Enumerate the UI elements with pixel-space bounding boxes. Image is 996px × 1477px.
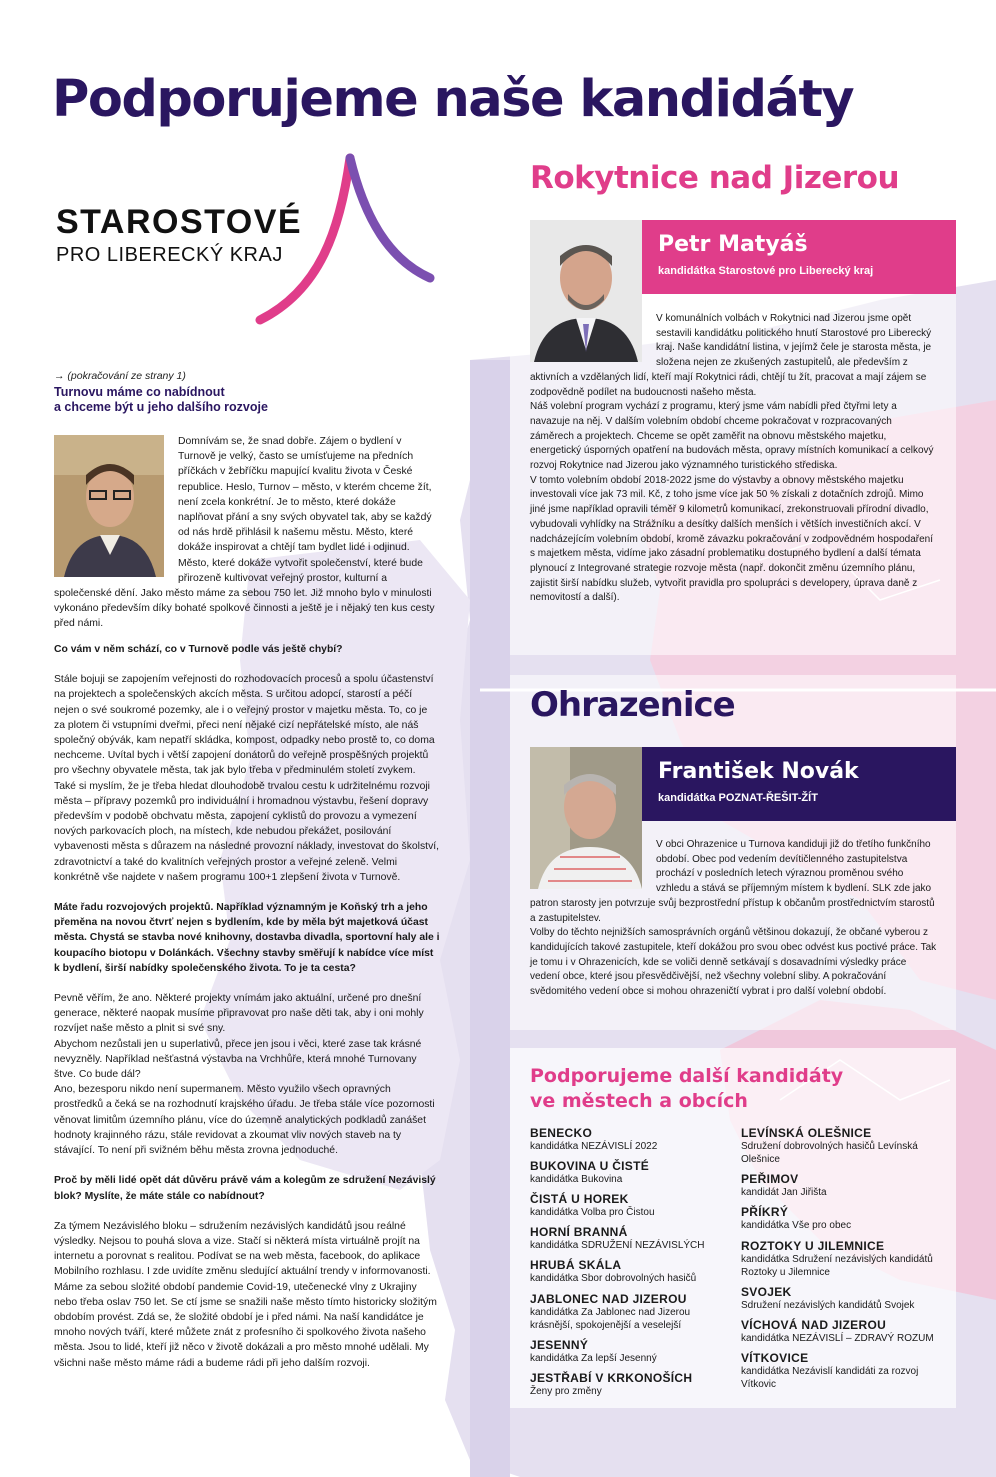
- candidate-entry: [530, 1226, 720, 1252]
- candidate-entry-desc: kandidátka Za Jablonec nad Jizerou krásnější, spokojenější a veselejší: [530, 1307, 691, 1331]
- others-heading-line1: Podporujeme další kandidáty: [530, 1065, 844, 1087]
- candidate-entry: [741, 1352, 941, 1391]
- candidate-entry-name: HRUBÁ SKÁLA: [530, 1258, 622, 1272]
- rokytnice-paragraph-3: V tomto volebním období 2018-2022 jsme do výstavby a obnovy městského majetku investovali více jak 73 mil. Kč, z toho jsme více jak 50 % získali z dotačních zdrojů. Mimo jiné jsme například opravili téměř 9 kilometrů komunikací, zrekonstruovali přírodní divadlo, vybudovali vyhlídky na Strážníku a desítky dalších menších i větších investičních akcí. V nadcházejícím volebním období, kromě závazku pokračování v zodpovědném hospodaření s majetkem města, vidíme jako zásadní problematiku dostupného bydlení a další témata plynoucí z Integrované strategie rozvoje města (např. dokončit změnu územního plánu, zajistit širší nabídku služeb, vytvořit pravidla pro spolupráci s developery, úprava daně z nemovitostí a další).: [530, 474, 934, 604]
- brand-line1: STAROSTOVÉ: [56, 203, 303, 241]
- ohrazenice-heading: Ohrazenice: [530, 685, 735, 725]
- candidate-entry: [741, 1206, 941, 1232]
- candidate-entry-name: JABLONEC NAD JIZEROU: [530, 1292, 687, 1306]
- candidate-entry-name: LEVÍNSKÁ OLEŠNICE: [741, 1126, 872, 1140]
- turnov-interview: [54, 642, 440, 1386]
- continuation-note: → (pokračování ze strany 1): [54, 370, 186, 382]
- answer-1b: Také si myslím, že je třeba hledat dlouhodobě trvalou cestu k udržitelnému rozvoji města – přípravy pozemků pro individuální i hromadnou výstavbu, řešení dopravy především v podobě obchvatu města, zapojení cyklistů do provozu a vymezení nových parkovacích ploch, na místech, kde nebudou překážet, posilování vybavenosti města s důrazem na následné provozní náklady, investovat do školství, zdravotnictví a také do kvalitních veřejných prostor a veřejné zeleně. Velmi konkrétně vše najdete v našem programu 100+1 zlepšení života v Turnově.: [54, 780, 440, 883]
- candidate-entry-name: SVOJEK: [741, 1285, 792, 1299]
- candidate-entry: [741, 1319, 941, 1345]
- candidate-entry-name: PEŘIMOV: [741, 1172, 799, 1186]
- rokytnice-paragraph-1: V komunálních volbách v Rokytnici nad Jizerou jsme opět sestavili kandidátku politického hnutí Starostové pro Liberecký kraj. Naše kandidátní listina, v jejímž čele je starosta města, je složena nejen ze zkušených zastupitelů, ale především z aktivních a vzdělaných lidí, kteří mají Rokytnici rádi, chtějí tu žít, pracovat a mají zájem se zodpovědně podílet na budoucnosti našeho města.: [530, 313, 932, 398]
- candidate-entry-desc: kandidátka SDRUŽENÍ NEZÁVISLÝCH: [530, 1240, 705, 1251]
- ohrazenice-candidate-name: František Novák: [658, 759, 859, 784]
- candidate-entry-desc: kandidátka NEZÁVISLÍ – ZDRAVÝ ROZUM: [741, 1333, 934, 1344]
- candidate-entry-name: HORNÍ BRANNÁ: [530, 1225, 628, 1239]
- rokytnice-heading: Rokytnice nad Jizerou: [530, 160, 900, 196]
- ohrazenice-candidate-role: kandidátka POZNAT-ŘEŠIT-ŽÍT: [658, 792, 818, 804]
- turnov-subhead-line1: Turnovu máme co nabídnout: [54, 385, 225, 399]
- question-1: Co vám v něm schází, co v Turnově podle vás ještě chybí?: [54, 644, 343, 655]
- logo-arc-icon: [240, 150, 440, 330]
- question-3: Proč by měli lidé opět dát důvěru právě vám a kolegům ze sdružení Nezávislý blok? Myslíte, že máte stále co nabídnout?: [54, 1175, 436, 1202]
- page-title: Podporujeme naše kandidáty: [52, 70, 854, 129]
- candidate-entry: [530, 1193, 720, 1219]
- candidate-entry-desc: kandidátka NEZÁVISLÍ 2022: [530, 1141, 658, 1152]
- candidate-entry: [530, 1160, 720, 1186]
- candidate-entry: [741, 1286, 941, 1312]
- candidate-entry: [530, 1293, 720, 1332]
- question-2: Máte řadu rozvojových projektů. Například významným je Koňský trh a jeho přeměna na novou čtvrť nejen s bydlením, kde by měla být majetková účast města. Chystá se stavba nové knihovny, dostavba divadla, sportovní haly ale i koupacího biotopu v Dolánkách. Všechny stavby směřují k nabídce více míst k bydlení, širší nabídky společenského života. To je ta cesta?: [54, 902, 440, 974]
- rokytnice-candidate-role: kandidátka Starostové pro Liberecký kraj: [658, 265, 874, 277]
- candidate-entry-name: ČISTÁ U HOREK: [530, 1192, 629, 1206]
- candidate-entry-desc: kandidátka Za lepší Jesenný: [530, 1353, 657, 1364]
- candidate-entry-name: VÍCHOVÁ NAD JIZEROU: [741, 1318, 887, 1332]
- ohrazenice-text: [530, 838, 938, 1000]
- candidate-entry-desc: Sdružení nezávislých kandidátů Svojek: [741, 1300, 915, 1311]
- others-heading: [530, 1064, 843, 1114]
- candidate-entry: [741, 1173, 941, 1199]
- candidate-entry: [530, 1127, 720, 1153]
- candidate-entry-desc: kandidátka Vše pro obec: [741, 1220, 852, 1231]
- candidate-entry-desc: Ženy pro změny: [530, 1386, 602, 1397]
- answer-1: Stále bojuji se zapojením veřejnosti do rozhodovacích procesů a spolu účastenství na projektech a společenských akcích města. S určitou adopcí, starostí a péčí nejen o své soukromé pozemky, ale i o veřejný prostor v majetku města. To, co je za plotem či vstupními dveřmi, přeci není nějaké cizí nepřátelské místo, ale náš společný obývák, kam nepatří skládka, kompost, odpadky nebo prostě to, co doma nechceme. Uvítal bych i větší zapojení donátorů do veřejně prospěšných projektů pro všechny obyvatele města, tak jak bylo třeba v předminulém století zvykem.: [54, 674, 435, 777]
- candidate-entry-desc: kandidát Jan Jiřišta: [741, 1187, 827, 1198]
- turnov-subhead: [54, 385, 314, 415]
- candidate-entry: [741, 1127, 941, 1166]
- candidate-entry-desc: kandidátka Sdružení nezávislých kandidátů Roztoky u Jilemnice: [741, 1254, 933, 1278]
- candidate-entry-desc: kandidátka Nezávislí kandidáti za rozvoj Vítkovic: [741, 1366, 919, 1390]
- candidate-entry-name: JESTŘABÍ V KRKONOŠÍCH: [530, 1371, 693, 1385]
- candidate-entry-name: JESENNÝ: [530, 1338, 589, 1352]
- answer-2c: Ano, bezesporu nikdo není supermanem. Město využilo všech opravných prostředků a čeká se na rozhodnutí krajského úřadu. Je třeba stále více pozornosti věnovat limitům územního plánu, více do územně analytických podkladů zanášet hodnoty krajinného rázu, stále revidovat a zkoumat vliv nových staveb na ty stávající. To není při svižném běhu města zrovna jednoduché.: [54, 1084, 435, 1157]
- candidate-entry-desc: kandidátka Bukovina: [530, 1174, 623, 1185]
- candidate-entry: [530, 1259, 720, 1285]
- candidate-entry-name: PŘÍKRÝ: [741, 1205, 789, 1219]
- candidate-entry-desc: kandidátka Sbor dobrovolných hasičů: [530, 1273, 697, 1284]
- rokytnice-paragraph-2: Náš volební program vychází z programu, který jsme vám nabídli před čtyřmi lety a navazuje na něj. V dalším volebním období chceme pokračovat v rozpracovaných záměrech a projektech. Chceme se opět zaměřit na obnovu městského majetku, energetický úsporných opatření na budovách města, opravy místních komunikací a celkový rozvoj Rokytnice nad Jizerou jako významného turistického střediska.: [530, 401, 934, 472]
- brand-line2: PRO LIBERECKÝ KRAJ: [56, 244, 283, 266]
- candidate-entry: [530, 1372, 720, 1398]
- ohrazenice-paragraph-2: Volby do těchto nejnižších samosprávních orgánů většinou dokazují, že občané vyberou z kandidujících takové zastupitele, kteří dokážou pro svou obec odvést kus poctivé práce. Tak je tomu i v Ohrazenicích, kde se voliči denně setkávají s dosavadními výsledky práce vedení obce, které jsou přesvědčivější, než všechny volební sliby. A pokračování svědomitého vedení obce si mohou ohrazeničtí vybrat i pro další volební období.: [530, 927, 937, 998]
- answer-2b: Abychom nezůstali jen u superlativů, přece jen jsou i věci, které zase tak krásné nevyzněly. Například nešťastná výstavba na Vrchhůře, která mnohé Turnovany štve. Co bude dál?: [54, 1038, 422, 1081]
- candidate-entry-name: BENECKO: [530, 1126, 593, 1140]
- turnov-intro: [54, 434, 440, 632]
- turnov-intro-text: Domnívám se, že snad dobře. Zájem o bydlení v Turnově je velký, často se umísťujeme na předních příčkách v žebříčku mapující kvalitu života v České republice. Heslo, Turnov – město, v kterém chceme žít, není zcela konkrétní. Je to město, které dokáže naplňovat přání a sny svých obyvatel tak, aby se každý od nás hrdě přihlásil k našemu městu. Město, které dokáže inspirovat a chtějí tam bydlet lidé i odjinud. Město, které dokáže vytvořit společenství, které bude přirozeně kultivovat veřejný prostor, kulturní a společenské dění. Jako město máme za sebou 750 let. Již mnoho bylo v minulosti vykonáno především díky bohaté spolkové činnosti a ještě je i nějaký ten kus cesty před námi.: [54, 436, 435, 630]
- turnov-subhead-line2: a chceme být u jeho dalšího rozvoje: [54, 400, 268, 414]
- rokytnice-text: [530, 312, 938, 606]
- candidate-entry-name: BUKOVINA U ČISTÉ: [530, 1159, 650, 1173]
- candidate-entry-name: ROZTOKY U JILEMNICE: [741, 1239, 885, 1253]
- ohrazenice-namebox: [642, 747, 956, 821]
- candidate-entry: [530, 1339, 720, 1365]
- ohrazenice-paragraph-1: V obci Ohrazenice u Turnova kandiduji již do třetího funkčního období. Obec pod vedením devítičlenného zastupitelstva prochází v posledních letech výraznou proměnou svého vzhledu a stává se příjemným místem k bydlení. SLK zde jako patron starosty jen potvrzuje svůj bezprostřední přístup k občanům prostřednictvím starostů a zastupitelstev.: [530, 839, 935, 924]
- candidate-entry-desc: Sdružení dobrovolných hasičů Levínská Olešnice: [741, 1141, 918, 1165]
- candidate-entry-name: VÍTKOVICE: [741, 1351, 809, 1365]
- answer-2: Pevně věřím, že ano. Některé projekty vnímám jako aktuální, určené pro dnešní generace, některé naopak musíme připravovat pro naše děti tak, aby i oni mohly rozvíjet naše město a plnit si své sny.: [54, 993, 424, 1035]
- candidate-entry-desc: kandidátka Volba pro Čistou: [530, 1207, 655, 1218]
- answer-3: Za týmem Nezávislého bloku – sdružením nezávislých kandidátů jsou reálné výsledky. Nejsou to pouhá slova a vize. Stačí si některá místa virtuálně projít na internetu a porovnat s realitou. Podívat se na web města, facebook, do aplikace Mobilního rozhlasu. I zde uvidíte změnu sledující aktuální trendy v informovanosti. Máme za sebou složité období pandemie Covid-19, utečenecké vlny z Ukrajiny nebo třeba oslav 750 let. Se ctí jsme se snažili naše město tímto historicky složitým obdobím provést. Zdá se, že složité období je i před námi. Na naší kandidátce je mnoho nových tváří, které můžete znát z profesního či spolkového života našeho města. Jsou to lidé, kteří již něco v životě dokázali a pro město mnohé udělali. My všichni naše město máme rádi a budeme rádi při jeho dalším rozvoji.: [54, 1220, 437, 1369]
- others-heading-line2: ve městech a obcích: [530, 1090, 748, 1112]
- rokytnice-namebox: [642, 220, 956, 294]
- candidate-entry: [741, 1240, 941, 1279]
- rokytnice-candidate-name: Petr Matyáš: [658, 232, 808, 257]
